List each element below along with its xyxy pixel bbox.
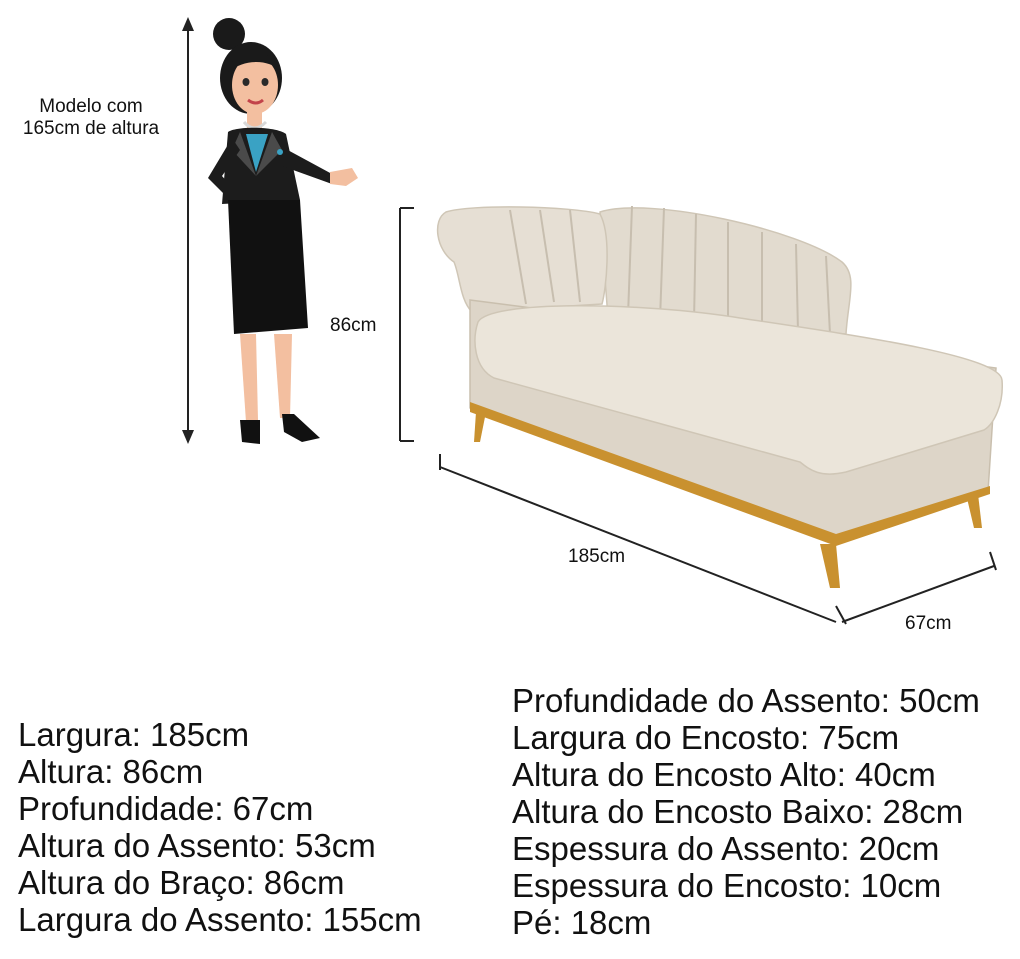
spec-item: Altura do Encosto Alto: 40cm <box>512 756 936 793</box>
spec-item: Altura: 86cm <box>18 753 204 790</box>
woman-figure-icon <box>208 18 358 444</box>
height-label: 86cm <box>330 315 377 336</box>
spec-item: Espessura do Assento: 20cm <box>512 830 940 867</box>
spec-item: Altura do Braço: 86cm <box>18 864 345 901</box>
spec-item: Altura do Encosto Baixo: 28cm <box>512 793 964 830</box>
spec-item: Largura do Assento: 155cm <box>18 901 422 938</box>
model-height-label-line2: 165cm de altura <box>22 118 160 139</box>
model-height-arrow <box>182 17 194 444</box>
depth-label: 67cm <box>905 613 952 634</box>
model-height-label-line1: Modelo com <box>39 96 143 117</box>
width-label: 185cm <box>568 546 626 567</box>
chaise-sofa <box>438 206 1003 588</box>
spec-item: Altura do Assento: 53cm <box>18 827 376 864</box>
spec-item: Largura do Encosto: 75cm <box>512 719 900 756</box>
spec-list-right <box>512 682 980 941</box>
spec-item: Pé: 18cm <box>512 904 652 941</box>
spec-item: Profundidade: 67cm <box>18 790 314 827</box>
spec-item: Espessura do Encosto: 10cm <box>512 867 942 904</box>
spec-list-left <box>18 716 422 938</box>
spec-item: Profundidade do Assento: 50cm <box>512 682 980 719</box>
model-height-label <box>0 96 182 140</box>
height-bracket <box>400 208 414 441</box>
spec-item: Largura: 185cm <box>18 716 250 753</box>
